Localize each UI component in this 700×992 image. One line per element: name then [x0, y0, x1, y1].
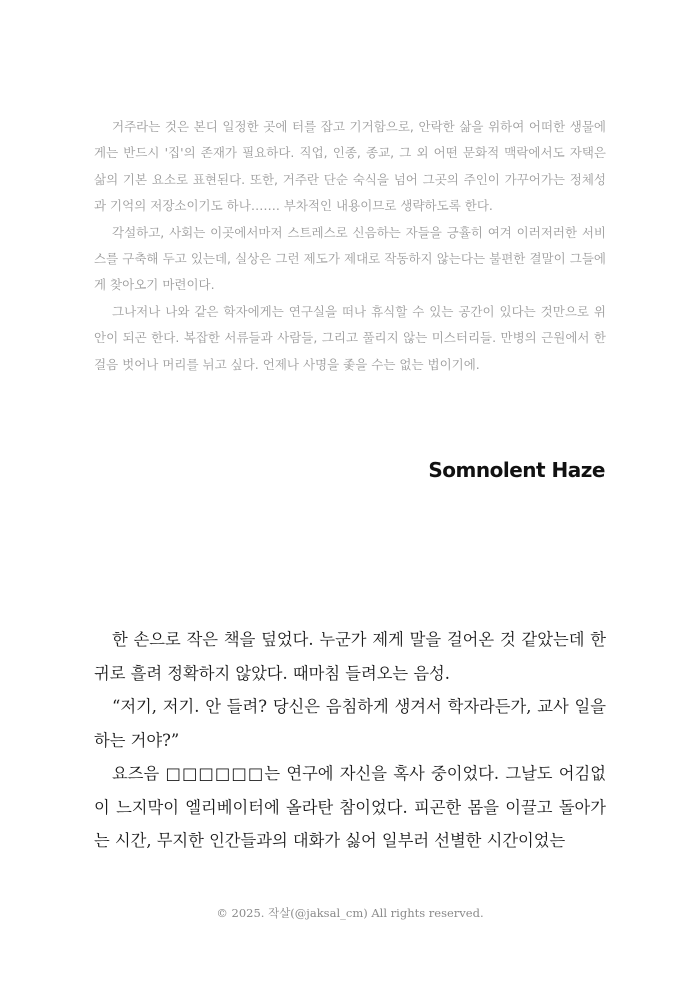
chapter-title: Somnolent Haze — [428, 458, 605, 482]
intro-section — [94, 114, 606, 378]
body-paragraph: 한 손으로 작은 책을 덮었다. 누군가 제게 말을 걸어온 것 같았는데 한 귀로 흘려 정확하지 않았다. 때마침 들려오는 음성. — [94, 630, 606, 683]
body-paragraph: 요즈음 □□□□□□는 연구에 자신을 혹사 중이었다. 그날도 어김없이 느지막이 엘리베이터에 올라탄 참이었다. 피곤한 몸을 이끌고 돌아가는 시간, 무지한 인간들과의 대화가 싫어 일부러 선별한 시간이었는 — [94, 764, 606, 850]
copyright-footer: © 2025. 작살(@jaksal_cm) All rights reserved. — [216, 906, 484, 920]
intro-paragraph: 그나저나 나와 같은 학자에게는 연구실을 떠나 휴식할 수 있는 공간이 있다는 것만으로 위안이 되곤 한다. 복잡한 서류들과 사람들, 그리고 풀리지 않는 미스터리들. 만병의 근원에서 한 걸음 벗어나 머리를 뉘고 싶다. 언제나 사명을 좇을 수는 없는 법이기에. — [94, 303, 606, 372]
intro-paragraph: 거주라는 것은 본디 일정한 곳에 터를 잡고 기거함으로, 안락한 삶을 위하여 어떠한 생물에게는 반드시 '집'의 존재가 필요하다. 직업, 인종, 종교, 그 외 어떤 문화적 맥락에서도 자택은 삶의 기본 요소로 표현된다. 또한, 거주란 단순 숙식을 넘어 그곳의 주인이 가꾸어가는 정체성과 기억의 저장소이기도 하나……. 부차적인 내용이므로 생략하도록 한다. — [94, 119, 606, 214]
intro-paragraph: 각설하고, 사회는 이곳에서마저 스트레스로 신음하는 자들을 긍휼히 여겨 이러저러한 서비스를 구축해 두고 있는데, 실상은 그런 제도가 제대로 작동하지 않는다는 불편한 결말이 그들에게 찾아오기 마련이다. — [94, 224, 606, 293]
story-body — [94, 623, 606, 858]
body-paragraph: “저기, 저기. 안 들려? 당신은 음침하게 생겨서 학자라든가, 교사 일을 하는 거야?” — [94, 697, 606, 750]
